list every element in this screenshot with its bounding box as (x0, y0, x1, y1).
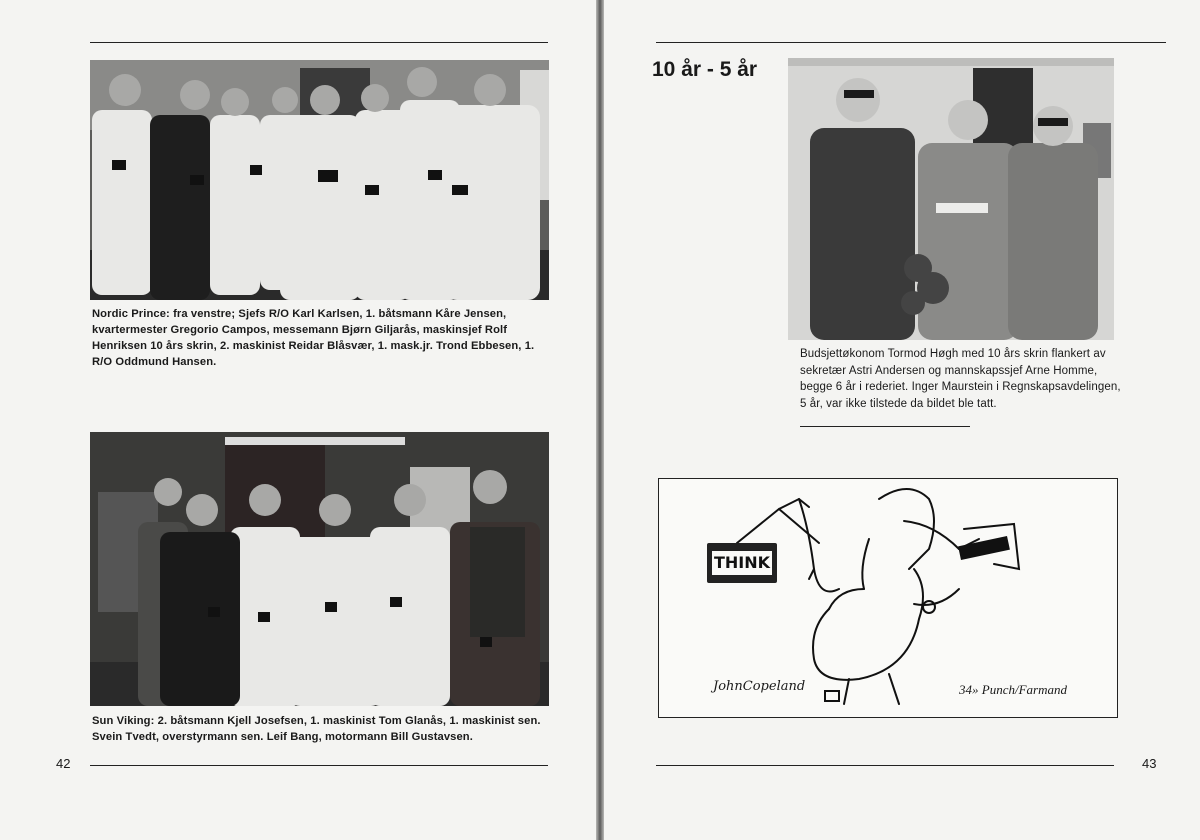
budget-photo (788, 58, 1114, 340)
sun-viking-caption: Sun Viking: 2. båtsmann Kjell Josefsen, 1. maskinist Tom Glanås, 1. maskinist sen. Svein Tvedt, overstyrmann sen. Leif Bang, motormann Bill Gustavsen. (92, 715, 541, 743)
left-page (0, 0, 596, 840)
think-sign-text: THINK (712, 551, 772, 575)
page-number-right: 43 (1142, 756, 1157, 771)
bottom-rule (90, 765, 548, 766)
budget-caption: Budsjettøkonom Tormod Høgh med 10 års skrin flankert av sekretær Astri Andersen og mannskapssjef Arne Homme, begge 6 år i rederiet. Inger Maurstein i Regnskapsavdelingen, 5 år, var ikke tilstede da bildet ble tatt. (800, 348, 1121, 410)
right-page (604, 0, 1200, 840)
think-cartoon (658, 478, 1118, 718)
page-number-left: 42 (56, 756, 71, 771)
top-rule (90, 42, 548, 43)
spine-gutter (596, 0, 604, 840)
short-rule (800, 426, 970, 427)
think-sign (707, 543, 777, 583)
sun-viking-photo (90, 432, 549, 706)
cartoon-credit: 34» Punch/Farmand (959, 682, 1067, 697)
nordic-prince-caption: Nordic Prince: fra venstre; Sjefs R/O Karl Karlsen, 1. båtsmann Kåre Jensen, kvartermester Gregorio Campos, messemann Bjørn Giljarås, maskinsjef Rolf Henriksen 10 års skrin, 2. maskinist Reidar Blåsvær, 1. mask.jr. Trond Ebbesen, 1. R/O Oddmund Hansen. (92, 308, 535, 368)
bottom-rule-right (656, 765, 1114, 766)
top-rule-right (656, 42, 1166, 43)
artist-signature: JohnCopeland (713, 679, 806, 694)
nordic-prince-photo (90, 60, 549, 300)
page-heading: 10 år - 5 år (652, 58, 758, 81)
